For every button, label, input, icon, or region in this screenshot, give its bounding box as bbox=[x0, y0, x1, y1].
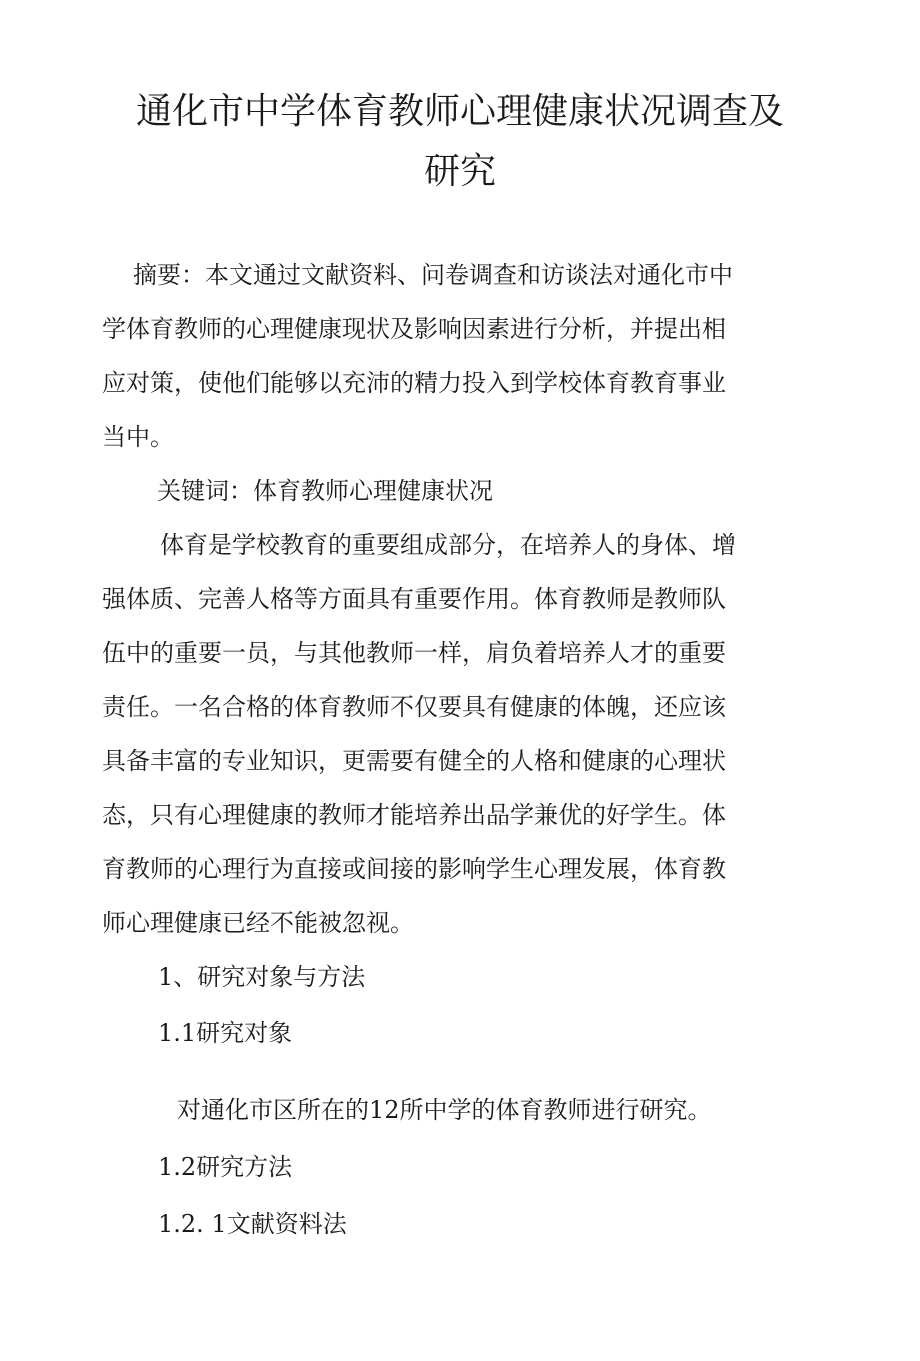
title-line-1: 通化市中学体育教师心理健康状况调查及 bbox=[135, 91, 784, 132]
section-heading-1: 1、研究对象与方法 bbox=[158, 963, 366, 991]
section-heading-1-2-1: 1.2. 1文献资料法 bbox=[158, 1210, 347, 1238]
intro-line: 师心理健康已经不能被忽视。 bbox=[102, 909, 414, 937]
intro-line: 育教师的心理行为直接或间接的影响学生心理发展，体育教 bbox=[102, 855, 726, 883]
abstract-line: 应对策，使他们能够以充沛的精力投入到学校体育教育事业 bbox=[102, 369, 726, 397]
intro-line: 态，只有心理健康的教师才能培养出品学兼优的好学生。体 bbox=[102, 801, 726, 829]
abstract-line: 摘要：本文通过文献资料、问卷调查和访谈法对通化市中 bbox=[133, 261, 733, 289]
abstract-line: 学体育教师的心理健康现状及影响因素进行分析，并提出相 bbox=[102, 315, 726, 343]
document-title bbox=[100, 82, 820, 202]
intro-line: 体育是学校教育的重要组成部分，在培养人的身体、增 bbox=[160, 531, 736, 559]
intro-line: 责任。一名合格的体育教师不仅要具有健康的体魄，还应该 bbox=[102, 693, 726, 721]
keywords: 关键词：体育教师心理健康状况 bbox=[157, 477, 493, 505]
abstract-line: 当中。 bbox=[102, 423, 174, 451]
section-heading-1-1: 1.1研究对象 bbox=[158, 1019, 293, 1047]
intro-line: 具备丰富的专业知识，更需要有健全的人格和健康的心理状 bbox=[102, 747, 726, 775]
section-1-1-text: 对通化市区所在的12所中学的体育教师进行研究。 bbox=[177, 1096, 712, 1124]
intro-line: 强体质、完善人格等方面具有重要作用。体育教师是教师队 bbox=[102, 585, 726, 613]
title-line-2: 研究 bbox=[423, 151, 496, 192]
intro-line: 伍中的重要一员，与其他教师一样，肩负着培养人才的重要 bbox=[102, 639, 726, 667]
section-heading-1-2: 1.2研究方法 bbox=[158, 1153, 293, 1181]
